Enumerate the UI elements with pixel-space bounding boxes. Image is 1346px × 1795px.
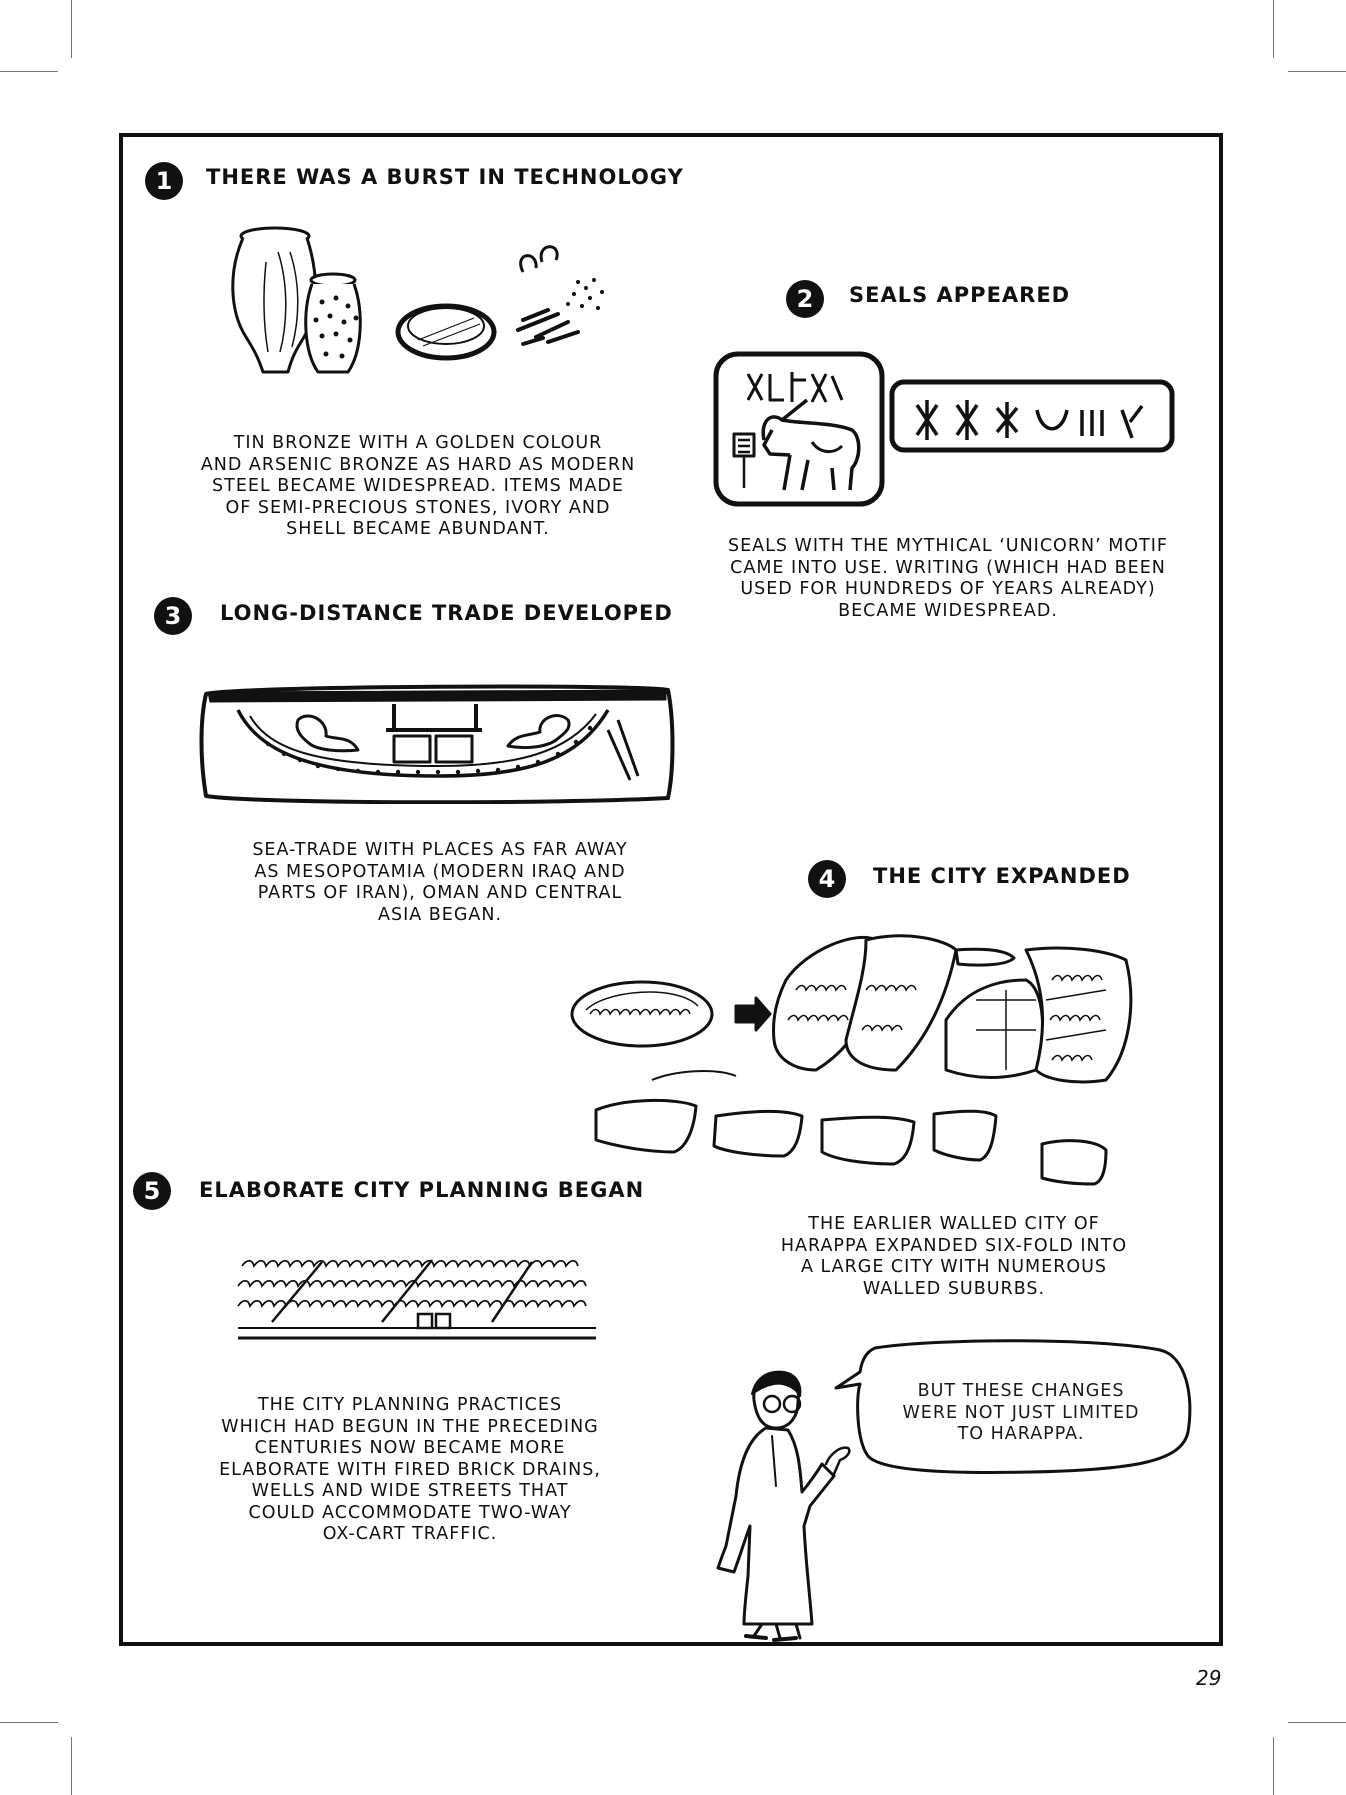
page-number: 29 <box>1196 1666 1222 1690</box>
section-heading: THERE WAS A BURST IN TECHNOLOGY <box>206 165 684 189</box>
section-heading: THE CITY EXPANDED <box>873 864 1131 888</box>
section-caption: THE CITY PLANNING PRACTICES WHICH HAD BEGUN IN THE PRECEDING CENTURIES NOW BECAME MORE ELABORATE WITH FIRED BRICK DRAINS, WELLS AND WIDE STREETS THAT COULD ACCOMMODATE TWO-WAY OX-CART TRAFFIC. <box>219 1395 601 1544</box>
section-heading: ELABORATE CITY PLANNING BEGAN <box>199 1178 645 1202</box>
unicorn-seal-illustration <box>712 350 1182 510</box>
section-number-badge: 3 <box>154 597 192 635</box>
pottery-and-ornaments-illustration <box>218 222 618 382</box>
crop-mark <box>1273 1737 1274 1795</box>
city-expansion-map-illustration <box>566 920 1146 1190</box>
section-caption: THE EARLIER WALLED CITY OF HARAPPA EXPANDED SIX-FOLD INTO A LARGE CITY WITH NUMEROUS WALLED SUBURBS. <box>780 1214 1128 1299</box>
section-number-badge: 4 <box>808 860 846 898</box>
crop-mark <box>71 0 72 58</box>
crop-mark <box>1288 1722 1346 1723</box>
crop-mark <box>0 71 58 72</box>
section-number-badge: 5 <box>133 1172 171 1210</box>
crop-mark <box>0 1722 58 1723</box>
section-caption: SEA-TRADE WITH PLACES AS FAR AWAY AS MESOPOTAMIA (MODERN IRAQ AND PARTS OF IRAN), OMAN AND CENTRAL ASIA BEGAN. <box>252 840 628 925</box>
city-planning-illustration <box>232 1252 602 1348</box>
section-number-badge: 2 <box>786 280 824 318</box>
section-heading: SEALS APPEARED <box>849 283 1071 307</box>
section-number-badge: 1 <box>145 162 183 200</box>
section-heading: LONG-DISTANCE TRADE DEVELOPED <box>220 601 673 625</box>
section-caption: TIN BRONZE WITH A GOLDEN COLOUR AND ARSENIC BRONZE AS HARD AS MODERN STEEL BECAME WIDESPREAD. ITEMS MADE OF SEMI-PRECIOUS STONES, IVORY AND SHELL BECAME ABUNDANT. <box>200 433 636 539</box>
speech-bubble-text: BUT THESE CHANGES WERE NOT JUST LIMITED TO HARAPPA. <box>902 1381 1140 1444</box>
section-caption: SEALS WITH THE MYTHICAL ‘UNICORN’ MOTIF CAME INTO USE. WRITING (WHICH HAD BEEN USED FOR HUNDREDS OF YEARS ALREADY) BECAME WIDESPREAD. <box>728 536 1168 621</box>
crop-mark <box>1273 0 1274 58</box>
boat-seal-illustration <box>198 680 676 804</box>
crop-mark <box>71 1737 72 1795</box>
crop-mark <box>1288 71 1346 72</box>
